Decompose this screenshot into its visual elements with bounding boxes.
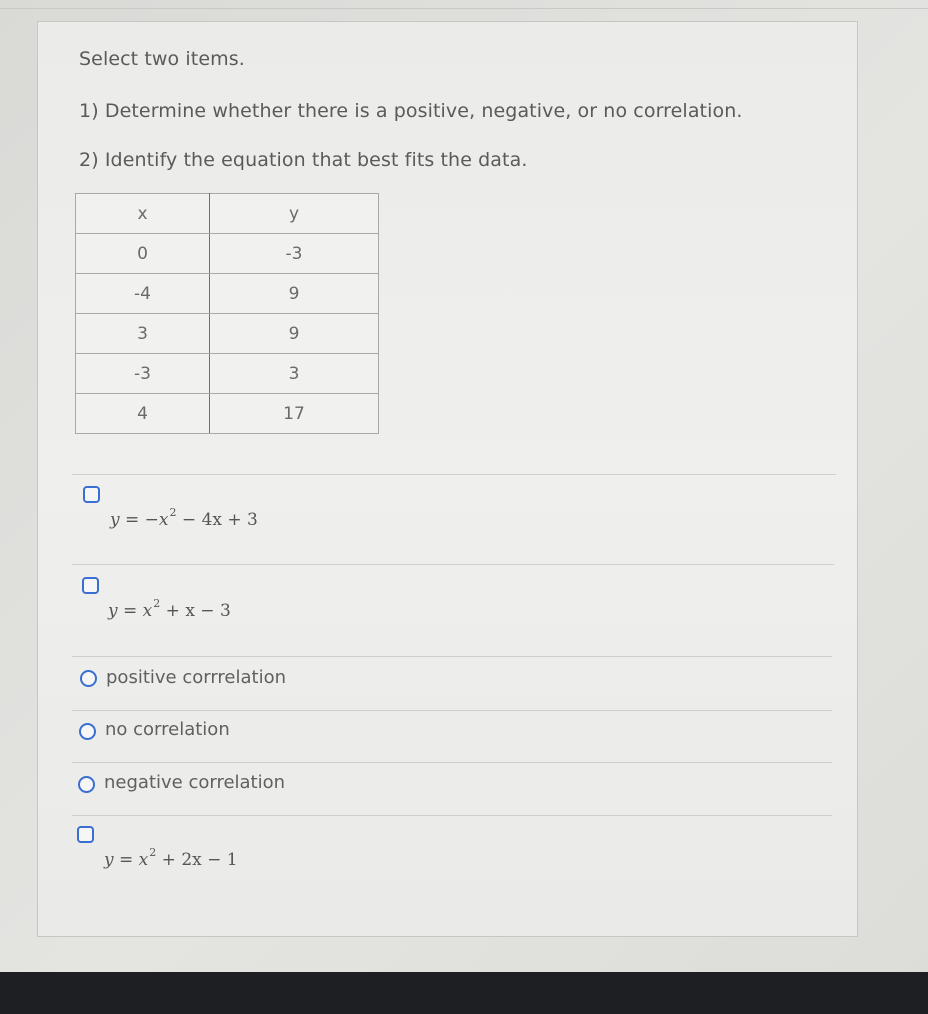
divider	[72, 656, 832, 657]
cell-x: 3	[76, 314, 210, 354]
eq-equals: =	[119, 850, 134, 870]
eq-y: y	[110, 510, 120, 530]
eq-term: −x	[144, 510, 169, 530]
divider	[72, 474, 836, 475]
option-3-label[interactable]: positive corrrelation	[106, 667, 286, 688]
screen-bezel	[0, 972, 928, 1014]
eq-rest: − 4x + 3	[181, 510, 258, 530]
column-header-x: x	[76, 194, 210, 234]
table-row	[76, 234, 379, 274]
divider	[72, 710, 832, 711]
eq-equals: =	[125, 510, 140, 530]
option-1-checkbox[interactable]	[83, 486, 100, 503]
divider	[72, 762, 832, 763]
eq-term: x	[138, 850, 149, 870]
option-2-checkbox[interactable]	[82, 577, 99, 594]
top-rule	[0, 8, 928, 9]
eq-y: y	[108, 601, 118, 621]
eq-rest: + 2x − 1	[161, 850, 238, 870]
question-1: 1) Determine whether there is a positive, negative, or no correlation.	[79, 100, 743, 122]
option-6-checkbox[interactable]	[77, 826, 94, 843]
eq-exponent: 2	[169, 506, 177, 519]
divider	[72, 564, 834, 565]
eq-term: x	[142, 601, 153, 621]
column-header-y: y	[210, 194, 379, 234]
eq-exponent: 2	[153, 597, 161, 610]
cell-x: -3	[76, 354, 210, 394]
option-3-checkbox[interactable]	[80, 670, 97, 687]
cell-y: 17	[210, 394, 379, 434]
cell-y: 9	[210, 314, 379, 354]
table-row	[76, 394, 379, 434]
cell-y: 3	[210, 354, 379, 394]
divider	[72, 815, 832, 816]
select-instruction: Select two items.	[79, 48, 245, 70]
option-6-equation[interactable]	[104, 846, 238, 870]
option-1-equation[interactable]	[110, 506, 258, 530]
cell-y: -3	[210, 234, 379, 274]
eq-y: y	[104, 850, 114, 870]
question-2: 2) Identify the equation that best fits the data.	[79, 149, 528, 171]
cell-x: 0	[76, 234, 210, 274]
option-2-equation[interactable]	[108, 597, 231, 621]
option-5-label[interactable]: negative correlation	[104, 772, 286, 793]
table-row	[76, 354, 379, 394]
option-4-checkbox[interactable]	[79, 723, 96, 740]
option-5-checkbox[interactable]	[78, 776, 95, 793]
data-table	[75, 193, 379, 434]
option-4-label[interactable]: no correlation	[105, 719, 230, 740]
cell-x: -4	[76, 274, 210, 314]
cell-y: 9	[210, 274, 379, 314]
table-row	[76, 314, 379, 354]
eq-equals: =	[123, 601, 138, 621]
table-row	[76, 274, 379, 314]
eq-exponent: 2	[149, 846, 157, 859]
cell-x: 4	[76, 394, 210, 434]
eq-rest: + x − 3	[165, 601, 231, 621]
table-header-row	[76, 194, 379, 234]
